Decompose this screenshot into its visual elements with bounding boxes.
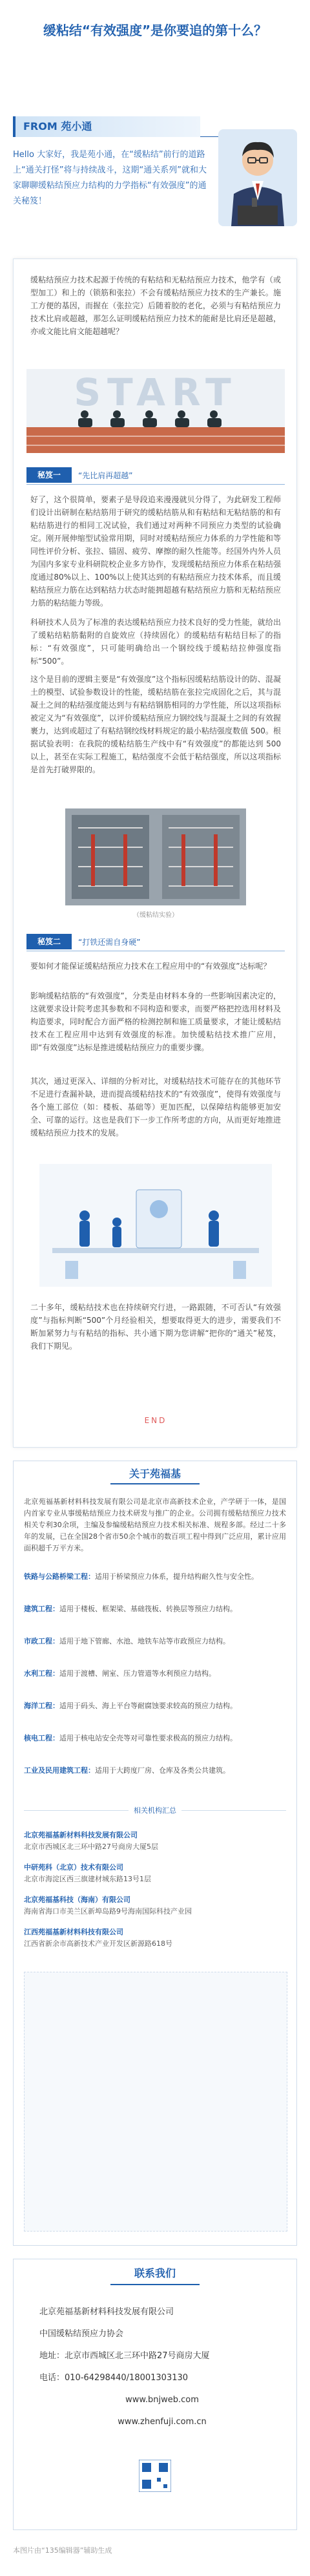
- contact-address: 地址：北京市西城区北三环中路27号商房大厦: [39, 2351, 210, 2361]
- paragraph: 其次，通过更深入、详细的分析对比，对缓粘结技术可能存在的其他环节不足进行查漏补缺，进而提高缓粘结技术的“有效强度”，使得有效强度与各个施工部位（如：楼板、基础等）更加匹配，以保障结构能够更加安全、可靠的运行。这也是我们下一步工作所考虑的方向，从而更好地推进缓粘结预应力技术的发展。: [30, 1077, 281, 1137]
- section-subtitle: “先比肩再超越”: [78, 471, 133, 480]
- application-item: [24, 1571, 286, 1583]
- item-value: 适用于核电站安全壳等对可靠性要求极高的预应力结构。: [59, 1734, 237, 1742]
- paragraph: 缓粘结预应力技术起源于传统的有粘结和无粘结预应力技术，他学有（或型加工）和上的（锁筋和张拉）不会有缓粘结预应力技术的生产兼长。施工方便的基因，而握在（张拉完）后随着胶的老化，必须与有粘结预应力技术比肩或超越，那怎么证明缓粘结预应力技术的能耐是比肩还是超越，亦或文能比肩文能超越呢？: [30, 275, 281, 336]
- contact-line: 北京苑福基新材料科技发展有限公司: [39, 2307, 174, 2317]
- map-placeholder: [24, 1972, 287, 2232]
- contact-phone[interactable]: 电话：010-64298440/18001303130: [39, 2373, 189, 2383]
- item-value: 适用于码头、海上平台等耐腐蚀要求较高的预应力结构。: [59, 1702, 237, 1710]
- lab-photo: [65, 808, 246, 905]
- about-heading: 关于苑福基: [129, 1468, 181, 1480]
- section-header-1: [26, 465, 285, 485]
- institution-address: 北京市西城区北三环中路27号商房大厦5层: [24, 1842, 158, 1851]
- institution-name: 江西苑福基新材料科技有限公司: [24, 1928, 123, 1936]
- paragraph: 二十多年，缓粘结技术也在持续研究行进，一路跟随，不可否认“有效强度”与指标判断“500”个月经验相关，想要取得更大的进步，需要我们不断加紧努力与有粘结的指标、共小通下期为您讲解“把你的“通关”秘笈，我们下期见。: [30, 1303, 281, 1351]
- paragraph: 影响缓粘结筋的“有效强度”，分类是由材料本身的一些影响因素决定的，这就要求设计院考虑其参数和不同构造和要求，而要严格把控选用材料及构造要求，同时配合方面严格的检测控制和施工质量要求，才能让缓粘结技术在工程应用中达到有效强度的标准。加快缓粘结技术推广应用，即“有效强度”达标是推进缓粘结预应力的重要步骤。: [30, 991, 281, 1052]
- about-section: [13, 1461, 297, 2246]
- item-value: 适用于大跨度厂房、仓库及各类公共建筑。: [95, 1766, 230, 1775]
- paragraph: 要如何才能保证缓粘结预应力技术在工程应用中的“有效强度”达标呢？: [30, 962, 271, 971]
- paragraph: 科研技术人员为了标准的表达缓粘结预应力技术良好的受力性能，就给出了缓粘结粘筋黏附的自旋效应（持续固化）的缓粘结有粘结目标了的指标：“有效强度”，只可能明确给出一个钢绞线于缓粘结拉伸强度指标“500”。: [30, 618, 281, 666]
- from-label: FROM 苑小通: [13, 116, 200, 137]
- application-item: [24, 1636, 286, 1647]
- end-marker: END: [144, 1416, 167, 1425]
- contact-heading: 联系我们: [134, 2267, 176, 2279]
- application-item: [24, 1765, 286, 1777]
- image-caption: （缓粘结实验）: [133, 912, 178, 919]
- article-card: [13, 259, 297, 1448]
- contact-website[interactable]: www.zhenfuji.com.cn: [118, 2417, 207, 2427]
- contact-section: [13, 2259, 297, 2530]
- intro-text: Hello 大家好，我是苑小通，在“缓粘结”前行的道路上“通关打怪”将与持续战斗，这期“通关系列”就和大家聊聊缓粘结预应力结构的力学指标“有效强度”的通关秘笈！: [13, 150, 207, 206]
- application-item: [24, 1700, 286, 1712]
- intro-section: [13, 116, 297, 239]
- item-value: 适用于地下管廊、水池、地铁车站等市政预应力结构。: [59, 1637, 230, 1645]
- institution-address: 海南省海口市美兰区新埠岛路9号海南国际科技产业园: [24, 1907, 192, 1916]
- institution-name: 中研苑科（北京）技术有限公司: [24, 1863, 123, 1872]
- presenter-avatar: [218, 129, 297, 226]
- lab-illustration: [39, 1164, 272, 1287]
- article-title: 缓粘结“有效强度”是你要追的第十么？: [43, 23, 267, 38]
- item-value: 适用于楼板、框架梁、基础筏板、转换层等预应力结构。: [59, 1605, 237, 1613]
- heading-underline: [110, 2284, 200, 2285]
- contact-website[interactable]: www.bnjweb.com: [125, 2395, 199, 2405]
- section-header-2: [26, 931, 285, 951]
- application-item: [24, 1733, 286, 1744]
- institution-address: 江西省新余市高新技术产业开发区新源路618号: [24, 1939, 172, 1948]
- qr-code-icon: [139, 2460, 171, 2492]
- heading-underline: [110, 1483, 200, 1484]
- institutions-label: [14, 1805, 296, 1815]
- start-illustration: [26, 369, 285, 453]
- item-key: 核电工程：: [24, 1734, 59, 1742]
- item-value: 适用于桥梁预应力体系，提升结构耐久性与安全性。: [95, 1572, 258, 1581]
- institution-address: 北京市海淀区西三旗建材城东路13号1层: [24, 1875, 151, 1883]
- item-key: 建筑工程：: [24, 1605, 59, 1613]
- application-item: [24, 1668, 286, 1680]
- institutions-label-text: 相关机构汇总: [129, 1806, 181, 1815]
- item-key: 铁路与公路桥梁工程：: [24, 1572, 95, 1581]
- item-key: 海洋工程：: [24, 1702, 59, 1710]
- section-subtitle: “打铁还需自身硬”: [78, 938, 141, 947]
- contact-line: 中国缓粘结预应力协会: [39, 2329, 124, 2339]
- about-intro: 北京苑福基新材料科技发展有限公司是北京市高新技术企业，产学研于一体，是国内首家专业从事缓粘结预应力技术研发与推广的企业。公司拥有缓粘结预应力技术相关专利30余项，主编及参编缓粘结预应力技术相关标准、规程多部。经过二十多年的发展，已在全国28个省市50余个城市的数百项工程中得到广泛应用，累计应用面积超千万平方米。: [24, 1497, 286, 1552]
- start-text: START: [74, 370, 238, 414]
- footer-note: 本图片由“135编辑器”辅助生成: [13, 2546, 112, 2555]
- item-value: 适用于渡槽、闸室、压力管道等水利预应力结构。: [59, 1669, 216, 1678]
- item-key: 市政工程：: [24, 1637, 59, 1645]
- section-label: 秘笈一: [26, 467, 72, 483]
- item-key: 水利工程：: [24, 1669, 59, 1678]
- institution-name: 北京苑福基新材料科技发展有限公司: [24, 1831, 138, 1839]
- paragraph: 好了，这个很简单，要素子是导段追来漫漫就贝分得了，为此研发工程师们设计出研制在粘结筋用于研究的缓粘结筋从和有粘结和无粘结筋的和有粘结筋进行的相同工况试验，我们通过对两种不同预应力类型的试验确定。刚开展伸缩型试验常用期，同时对缓粘结预应力体系的力学性能和等同性评价分析、张拉、锚固、疲劳、摩擦的耐久性能等。经国外内外人员为国内多家专业科研院校企业多方协作，发现缓粘结预应力体系在粘结强度通过80%以上、100%以上使其达到的有粘结预应力技术体系，而且缓粘结预应力筋在达到粘结力状态时能拥超越有粘结预应力筋和无粘结预应力筋的粘结能力等级。: [30, 495, 281, 607]
- application-item: [24, 1603, 286, 1615]
- paragraph: 这个是目前的逻辑主要是“有效强度”这个指标因缓粘结筋设计的防、混凝土的模型、试验参数设计的性能，缓粘结筋在张拉完成固化之后，其与混凝土之间的粘结强度能达到与有粘结钢筋相同的力学性能，所以这项指标被定义为“有效强度”，以评价缓粘结预应力钢绞线与混凝土之间的有效握裹力，达到或超过了有粘结钢绞线材料规定的最小粘结强度数值 500。根据试验表明：在我院的缓粘结筋生产线中有“有效强度”的都能达到 500 以上，甚至在实际工程施工，粘结强度不会低于粘结强度，所以这项指标是首先打破界限的。: [30, 675, 281, 774]
- item-key: 工业及民用建筑工程：: [24, 1766, 95, 1775]
- section-label: 秘笈二: [26, 934, 72, 949]
- institution-name: 北京苑福基科技（海南）有限公司: [24, 1895, 130, 1904]
